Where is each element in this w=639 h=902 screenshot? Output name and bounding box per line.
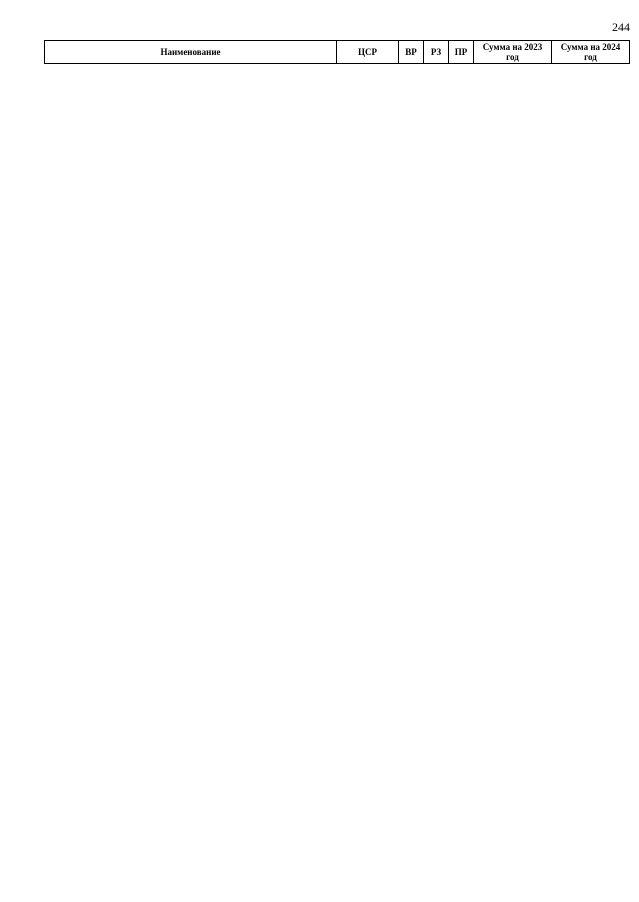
header-name: Наименование — [45, 41, 337, 64]
header-rz: РЗ — [424, 41, 449, 64]
budget-table — [44, 40, 630, 64]
header-sum-2024: Сумма на 2024 год — [552, 41, 630, 64]
page-number: 244 — [612, 20, 630, 34]
header-vr: ВР — [399, 41, 424, 64]
table-header-row — [45, 41, 630, 64]
header-csr: ЦСР — [337, 41, 399, 64]
header-sum-2023: Сумма на 2023 год — [474, 41, 552, 64]
header-pr: ПР — [449, 41, 474, 64]
